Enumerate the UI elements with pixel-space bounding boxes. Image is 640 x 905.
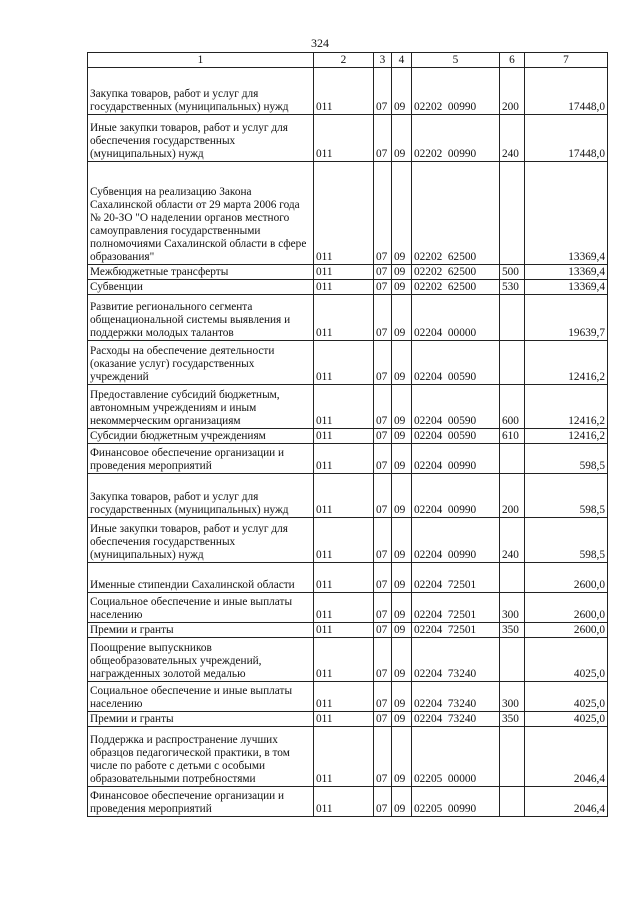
row-subsection-code: 09 bbox=[392, 68, 412, 115]
table-row bbox=[88, 563, 608, 593]
row-ministry-code: 011 bbox=[314, 341, 374, 385]
row-amount: 12416,2 bbox=[525, 429, 608, 444]
row-name: Премии и гранты bbox=[88, 712, 314, 727]
row-ministry-code: 011 bbox=[314, 295, 374, 341]
row-expense-type-code: 200 bbox=[500, 68, 525, 115]
row-target-code: 02204 00590 bbox=[412, 341, 500, 385]
row-target-code: 02202 62500 bbox=[412, 280, 500, 295]
row-amount: 17448,0 bbox=[525, 68, 608, 115]
row-expense-type-code: 300 bbox=[500, 593, 525, 623]
column-header-1: 1 bbox=[88, 53, 314, 68]
row-subsection-code: 09 bbox=[392, 623, 412, 638]
row-amount: 19639,7 bbox=[525, 295, 608, 341]
table-row bbox=[88, 787, 608, 817]
table-row bbox=[88, 593, 608, 623]
row-amount: 13369,4 bbox=[525, 280, 608, 295]
row-expense-type-code: 600 bbox=[500, 385, 525, 429]
row-subsection-code: 09 bbox=[392, 638, 412, 682]
row-ministry-code: 011 bbox=[314, 68, 374, 115]
row-ministry-code: 011 bbox=[314, 727, 374, 787]
row-target-code: 02205 00990 bbox=[412, 787, 500, 817]
row-section-code: 07 bbox=[374, 444, 392, 474]
column-header-3: 3 bbox=[374, 53, 392, 68]
row-target-code: 02204 00990 bbox=[412, 444, 500, 474]
row-subsection-code: 09 bbox=[392, 563, 412, 593]
table-row bbox=[88, 295, 608, 341]
row-name: Закупка товаров, работ и услуг для государственных (муниципальных) нужд bbox=[88, 68, 314, 115]
row-ministry-code: 011 bbox=[314, 712, 374, 727]
row-section-code: 07 bbox=[374, 341, 392, 385]
row-amount: 4025,0 bbox=[525, 712, 608, 727]
row-subsection-code: 09 bbox=[392, 787, 412, 817]
row-name: Субсидии бюджетным учреждениям bbox=[88, 429, 314, 444]
row-amount: 598,5 bbox=[525, 518, 608, 563]
budget-table bbox=[87, 52, 608, 817]
row-target-code: 02204 00990 bbox=[412, 474, 500, 518]
row-target-code: 02204 00590 bbox=[412, 385, 500, 429]
row-amount: 13369,4 bbox=[525, 265, 608, 280]
table-row bbox=[88, 68, 608, 115]
row-subsection-code: 09 bbox=[392, 115, 412, 162]
row-section-code: 07 bbox=[374, 727, 392, 787]
row-name: Премии и гранты bbox=[88, 623, 314, 638]
row-expense-type-code bbox=[500, 162, 525, 265]
table-row bbox=[88, 385, 608, 429]
row-amount: 12416,2 bbox=[525, 385, 608, 429]
row-expense-type-code: 200 bbox=[500, 474, 525, 518]
table-row bbox=[88, 280, 608, 295]
row-target-code: 02204 72501 bbox=[412, 623, 500, 638]
row-target-code: 02202 00990 bbox=[412, 115, 500, 162]
row-expense-type-code: 240 bbox=[500, 518, 525, 563]
row-amount: 4025,0 bbox=[525, 682, 608, 712]
row-section-code: 07 bbox=[374, 787, 392, 817]
row-expense-type-code bbox=[500, 727, 525, 787]
row-target-code: 02202 62500 bbox=[412, 162, 500, 265]
column-header-2: 2 bbox=[314, 53, 374, 68]
row-amount: 2600,0 bbox=[525, 563, 608, 593]
row-subsection-code: 09 bbox=[392, 162, 412, 265]
row-amount: 12416,2 bbox=[525, 341, 608, 385]
row-expense-type-code: 350 bbox=[500, 712, 525, 727]
row-ministry-code: 011 bbox=[314, 474, 374, 518]
row-expense-type-code: 350 bbox=[500, 623, 525, 638]
row-ministry-code: 011 bbox=[314, 682, 374, 712]
row-subsection-code: 09 bbox=[392, 712, 412, 727]
row-amount: 2046,4 bbox=[525, 727, 608, 787]
row-name: Закупка товаров, работ и услуг для государственных (муниципальных) нужд bbox=[88, 474, 314, 518]
row-target-code: 02202 62500 bbox=[412, 265, 500, 280]
row-section-code: 07 bbox=[374, 593, 392, 623]
table-body bbox=[88, 68, 608, 817]
row-section-code: 07 bbox=[374, 623, 392, 638]
table-row bbox=[88, 444, 608, 474]
row-subsection-code: 09 bbox=[392, 280, 412, 295]
row-amount: 4025,0 bbox=[525, 638, 608, 682]
row-subsection-code: 09 bbox=[392, 682, 412, 712]
table-row bbox=[88, 162, 608, 265]
table-header-row bbox=[88, 53, 608, 68]
row-name: Расходы на обеспечение деятельности (оказание услуг) государственных учреждений bbox=[88, 341, 314, 385]
row-target-code: 02204 73240 bbox=[412, 682, 500, 712]
row-amount: 2600,0 bbox=[525, 623, 608, 638]
page-number: 324 bbox=[311, 36, 329, 50]
row-ministry-code: 011 bbox=[314, 444, 374, 474]
row-ministry-code: 011 bbox=[314, 265, 374, 280]
row-ministry-code: 011 bbox=[314, 563, 374, 593]
row-section-code: 07 bbox=[374, 162, 392, 265]
row-amount: 598,5 bbox=[525, 444, 608, 474]
row-amount: 2046,4 bbox=[525, 787, 608, 817]
row-ministry-code: 011 bbox=[314, 623, 374, 638]
column-header-6: 6 bbox=[500, 53, 525, 68]
row-name: Предоставление субсидий бюджетным, автономным учреждениям и иным некоммерческим организациям bbox=[88, 385, 314, 429]
row-section-code: 07 bbox=[374, 682, 392, 712]
row-section-code: 07 bbox=[374, 638, 392, 682]
row-target-code: 02204 00590 bbox=[412, 429, 500, 444]
column-header-5: 5 bbox=[412, 53, 500, 68]
row-subsection-code: 09 bbox=[392, 265, 412, 280]
table-row bbox=[88, 429, 608, 444]
table-row bbox=[88, 638, 608, 682]
row-subsection-code: 09 bbox=[392, 429, 412, 444]
row-subsection-code: 09 bbox=[392, 727, 412, 787]
row-section-code: 07 bbox=[374, 518, 392, 563]
row-ministry-code: 011 bbox=[314, 385, 374, 429]
row-section-code: 07 bbox=[374, 280, 392, 295]
row-subsection-code: 09 bbox=[392, 295, 412, 341]
row-amount: 598,5 bbox=[525, 474, 608, 518]
table-row bbox=[88, 265, 608, 280]
row-ministry-code: 011 bbox=[314, 115, 374, 162]
row-section-code: 07 bbox=[374, 712, 392, 727]
row-ministry-code: 011 bbox=[314, 787, 374, 817]
row-expense-type-code bbox=[500, 444, 525, 474]
row-name: Субвенции bbox=[88, 280, 314, 295]
row-section-code: 07 bbox=[374, 385, 392, 429]
row-subsection-code: 09 bbox=[392, 385, 412, 429]
table-row bbox=[88, 341, 608, 385]
row-name: Субвенция на реализацию Закона Сахалинской области от 29 марта 2006 года № 20-ЗО "О наделении органов местного самоуправления государственными полномочиями Сахалинской области в сфере образования" bbox=[88, 162, 314, 265]
row-expense-type-code bbox=[500, 295, 525, 341]
row-expense-type-code: 500 bbox=[500, 265, 525, 280]
table-row bbox=[88, 682, 608, 712]
row-target-code: 02204 73240 bbox=[412, 638, 500, 682]
row-target-code: 02204 00990 bbox=[412, 518, 500, 563]
row-subsection-code: 09 bbox=[392, 474, 412, 518]
row-amount: 13369,4 bbox=[525, 162, 608, 265]
row-expense-type-code bbox=[500, 638, 525, 682]
row-target-code: 02205 00000 bbox=[412, 727, 500, 787]
row-target-code: 02204 73240 bbox=[412, 712, 500, 727]
table-row bbox=[88, 115, 608, 162]
row-name: Финансовое обеспечение организации и проведения мероприятий bbox=[88, 444, 314, 474]
row-section-code: 07 bbox=[374, 295, 392, 341]
row-section-code: 07 bbox=[374, 265, 392, 280]
row-name: Социальное обеспечение и иные выплаты населению bbox=[88, 682, 314, 712]
row-name: Социальное обеспечение и иные выплаты населению bbox=[88, 593, 314, 623]
row-name: Иные закупки товаров, работ и услуг для обеспечения государственных (муниципальных) нужд bbox=[88, 115, 314, 162]
row-name: Развитие регионального сегмента общенациональной системы выявления и поддержки молодых талантов bbox=[88, 295, 314, 341]
row-name: Поощрение выпускников общеобразовательных учреждений, награжденных золотой медалью bbox=[88, 638, 314, 682]
row-section-code: 07 bbox=[374, 429, 392, 444]
table-row bbox=[88, 474, 608, 518]
row-target-code: 02202 00990 bbox=[412, 68, 500, 115]
row-expense-type-code: 530 bbox=[500, 280, 525, 295]
row-expense-type-code: 610 bbox=[500, 429, 525, 444]
row-target-code: 02204 72501 bbox=[412, 593, 500, 623]
table-row bbox=[88, 623, 608, 638]
row-target-code: 02204 72501 bbox=[412, 563, 500, 593]
row-ministry-code: 011 bbox=[314, 638, 374, 682]
row-subsection-code: 09 bbox=[392, 518, 412, 563]
row-subsection-code: 09 bbox=[392, 341, 412, 385]
row-name: Поддержка и распространение лучших образцов педагогической практики, в том числе по работе с детьми с особыми образовательными потребностями bbox=[88, 727, 314, 787]
row-expense-type-code bbox=[500, 787, 525, 817]
column-header-7: 7 bbox=[525, 53, 608, 68]
row-expense-type-code: 240 bbox=[500, 115, 525, 162]
row-ministry-code: 011 bbox=[314, 280, 374, 295]
row-name: Иные закупки товаров, работ и услуг для обеспечения государственных (муниципальных) нужд bbox=[88, 518, 314, 563]
table-row bbox=[88, 712, 608, 727]
row-section-code: 07 bbox=[374, 563, 392, 593]
row-section-code: 07 bbox=[374, 68, 392, 115]
row-subsection-code: 09 bbox=[392, 444, 412, 474]
row-section-code: 07 bbox=[374, 474, 392, 518]
row-ministry-code: 011 bbox=[314, 429, 374, 444]
row-amount: 17448,0 bbox=[525, 115, 608, 162]
row-expense-type-code bbox=[500, 563, 525, 593]
row-ministry-code: 011 bbox=[314, 593, 374, 623]
row-amount: 2600,0 bbox=[525, 593, 608, 623]
row-name: Межбюджетные трансферты bbox=[88, 265, 314, 280]
row-name: Финансовое обеспечение организации и проведения мероприятий bbox=[88, 787, 314, 817]
table-row bbox=[88, 727, 608, 787]
table-row bbox=[88, 518, 608, 563]
row-ministry-code: 011 bbox=[314, 518, 374, 563]
row-section-code: 07 bbox=[374, 115, 392, 162]
row-target-code: 02204 00000 bbox=[412, 295, 500, 341]
row-ministry-code: 011 bbox=[314, 162, 374, 265]
column-header-4: 4 bbox=[392, 53, 412, 68]
row-expense-type-code bbox=[500, 341, 525, 385]
row-name: Именные стипендии Сахалинской области bbox=[88, 563, 314, 593]
row-subsection-code: 09 bbox=[392, 593, 412, 623]
row-expense-type-code: 300 bbox=[500, 682, 525, 712]
